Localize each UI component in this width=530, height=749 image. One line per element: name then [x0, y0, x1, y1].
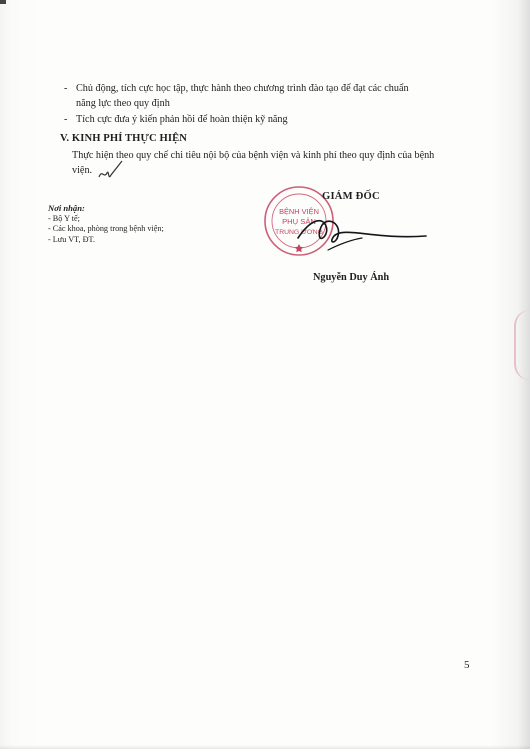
initial-mark-icon — [96, 159, 124, 185]
bullet-dash: - — [64, 114, 68, 125]
bullet-text-cont: năng lực theo quy định — [76, 98, 170, 109]
seal-bleed-through — [514, 310, 530, 380]
scan-mark — [0, 0, 6, 4]
seal-line-2: PHỤ SẢN — [282, 217, 316, 226]
recipient-item: - Lưu VT, ĐT. — [48, 234, 95, 244]
bullet-text: Chủ động, tích cực học tập, thực hành theo chương trình đào tạo để đạt các chuẩn — [76, 83, 409, 94]
bullet-dash: - — [64, 83, 68, 94]
section-body-line: Thực hiện theo quy chế chi tiêu nội bộ của bệnh viện và kinh phí theo quy định của bệnh — [72, 150, 435, 161]
bullet-text: Tích cực đưa ý kiến phản hồi để hoàn thiện kỹ năng — [76, 114, 288, 125]
signature-icon — [280, 200, 430, 260]
seal-line-3: TRUNG ƯƠNG — [275, 229, 323, 236]
bullet-item — [64, 112, 466, 127]
section-heading: V. KINH PHÍ THỰC HIỆN — [60, 133, 187, 144]
page-number: 5 — [464, 659, 470, 671]
section-body-line: viện. — [72, 165, 93, 176]
recipient-item: - Bộ Y tế; — [48, 213, 80, 223]
recipient-item: - Các khoa, phòng trong bệnh viện; — [48, 224, 164, 233]
section-body — [72, 148, 468, 178]
seal-line-1: BỆNH VIỆN — [279, 207, 319, 216]
signer-title: GIÁM ĐỐC — [322, 191, 380, 202]
signer-name: Nguyễn Duy Ánh — [313, 272, 390, 283]
recipients-title: Nơi nhận: — [48, 203, 85, 213]
page-bottom-edge — [0, 745, 530, 749]
recipients-block — [48, 203, 164, 245]
bullet-item — [64, 81, 466, 111]
